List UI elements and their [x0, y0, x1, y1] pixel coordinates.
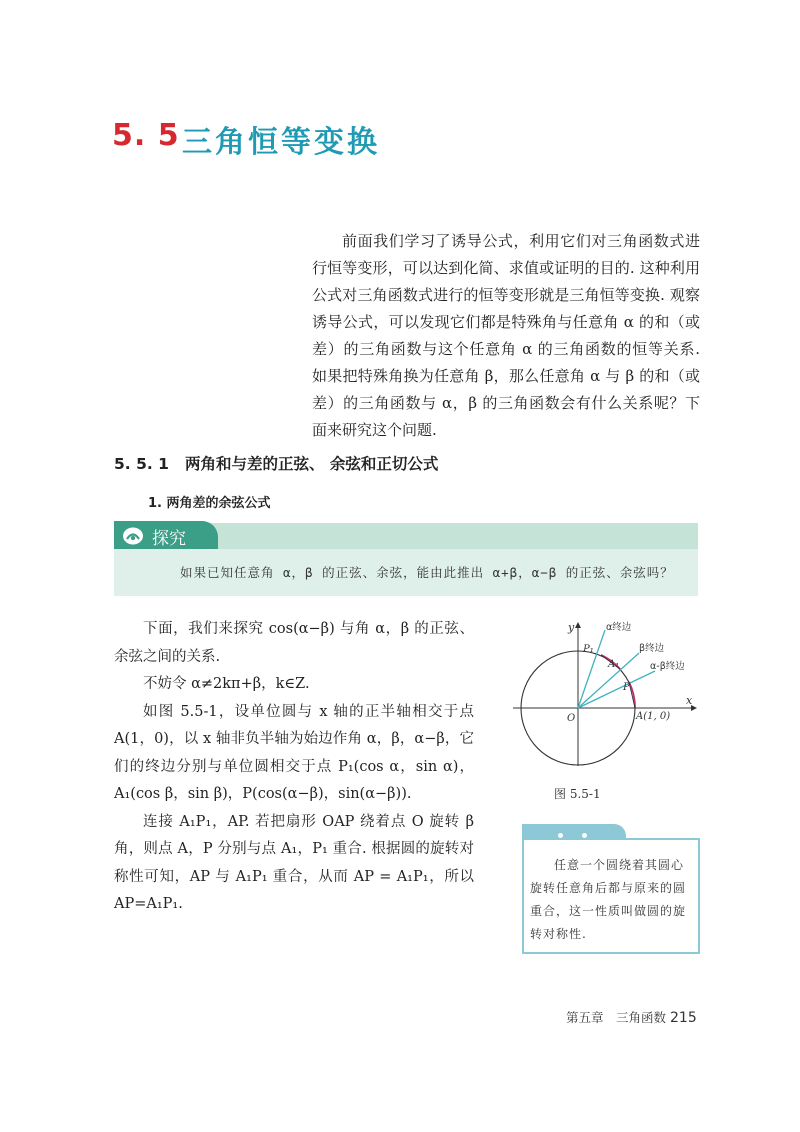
unit-circle-figure: [505, 618, 700, 768]
label-point-a: A(1, 0): [636, 711, 671, 722]
section-number: 5. 5: [112, 118, 180, 153]
label-beta-side: β终边: [639, 643, 665, 654]
label-diff-side: α-β终边: [650, 661, 685, 672]
label-x: x: [686, 694, 693, 707]
page-number: 215: [670, 1010, 697, 1026]
explore-icon: [122, 526, 144, 546]
body-paragraph-2: 不妨令 α≠2kπ+β，k∈Z.: [143, 676, 310, 692]
figure-caption: 图 5.5-1: [554, 787, 601, 801]
explore-label: 探究: [152, 529, 186, 549]
subsection-number: 5. 5. 1: [114, 455, 169, 473]
label-point-p1: P₁: [583, 644, 594, 655]
subsection-heading: [114, 452, 438, 474]
footer-chapter: 第五章 三角函数: [566, 1010, 667, 1025]
side-note-text: 任意一个圆绕着其圆心旋转任意角后都与原来的圆重合，这一性质叫做圆的旋转对称性.: [530, 858, 687, 941]
section-title: 三角恒等变换: [182, 125, 380, 160]
label-alpha-side: α终边: [606, 622, 632, 633]
body-paragraph-3: 如图 5.5-1，设单位圆与 x 轴的正半轴相交于点 A(1，0)，以 x 轴非负半轴为始边作角 α，β，α−β，它们的终边分别与单位圆相交于点 P₁(cos α，sin α)，A₁(cos β，sin β)，P(cos(α−β)，sin(α−β)).: [114, 703, 474, 802]
body-paragraph-1: 下面，我们来探究 cos(α−β) 与角 α，β 的正弦、余弦之间的关系.: [114, 621, 474, 665]
body-paragraph-4: 连接 A₁P₁，AP. 若把扇形 OAP 绕着点 O 旋转 β 角，则点 A，P 分别与点 A₁，P₁ 重合. 根据圆的旋转对称性可知，AP 与 A₁P₁ 重合，从而 AP = A₁P₁，所以 AP=A₁P₁.: [114, 813, 474, 912]
subsection-title: 两角和与差的正弦、 余弦和正切公式: [184, 455, 439, 473]
label-origin: O: [567, 713, 576, 724]
body-text: [114, 616, 474, 919]
intro-paragraph-block: [312, 228, 700, 444]
intro-paragraph: 前面我们学习了诱导公式，利用它们对三角函数式进行恒等变形，可以达到化简、求值或证明的目的. 这种利用公式对三角函数式进行的恒等变形就是三角恒等变换. 观察诱导公式，可以发现它们都是特殊角与任意角 α 的和（或差）的三角函数与这个任意角 α 的三角函数的恒等关系. 如果把特殊角换为任意角 β，那么任意角 α 与 β 的和（或差）的三角函数与 α，β 的三角函数会有什么关系呢？下面来研究这个问题.: [312, 232, 700, 439]
page-footer: [566, 1008, 697, 1026]
label-point-p: P: [623, 682, 630, 693]
side-note-text-block: [530, 854, 690, 946]
subsubsection-heading: 1. 两角差的余弦公式: [148, 496, 271, 511]
explore-question: 如果已知任意角 α，β 的正弦、余弦，能由此推出 α+β，α−β 的正弦、余弦吗？: [180, 565, 674, 580]
label-point-a1: A₁: [608, 659, 620, 670]
y-axis-arrow: [575, 622, 581, 628]
label-y: y: [568, 621, 575, 634]
